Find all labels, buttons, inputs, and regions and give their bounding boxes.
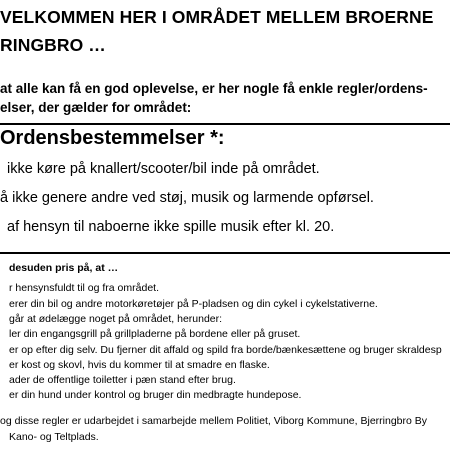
rules-heading: Ordensbestemmelser *: (0, 127, 225, 149)
tip-item: er op efter dig selv. Du fjerner dit affald og spild fra borde/bænkesættene og bruger skraldesp (9, 344, 442, 356)
tip-item: er din hund under kontrol og bruger din medbragte hundepose. (9, 389, 302, 401)
title-line-2: RINGBRO … (0, 35, 106, 55)
tip-item: ler din engangsgrill på grillpladerne på bordene eller på gruset. (9, 328, 301, 340)
intro-line-1: at alle kan få en god oplevelse, er her nogle få enkle regler/ordens- (0, 81, 428, 96)
tip-item: erer din bil og andre motorkøretøjer på P-pladsen og din cykel i cykelstativerne. (9, 298, 378, 310)
rule-item: ikke køre på knallert/scooter/bil inde på området. (7, 161, 320, 177)
tip-item: r hensynsfuldt til og fra området. (9, 282, 159, 294)
tip-item: ader de offentlige toiletter i pæn stand efter brug. (9, 374, 236, 386)
tip-item: er kost og skovl, hvis du kommer til at smadre en flaske. (9, 359, 270, 371)
intro-line-2: elser, der gælder for området: (0, 100, 192, 115)
footer-line-2: Kano- og Teltplads. (9, 431, 99, 443)
tips-heading: desuden pris på, at … (9, 262, 119, 274)
divider-top (0, 123, 450, 125)
rule-item: å ikke genere andre ved støj, musik og larmende opførsel. (0, 190, 374, 206)
tip-item: går at ødelægge noget på området, herunder: (9, 313, 223, 325)
divider-bottom (0, 252, 450, 254)
title-line-1: VELKOMMEN HER I OMRÅDET MELLEM BROERNE (0, 7, 434, 27)
rule-item: af hensyn til naboerne ikke spille musik efter kl. 20. (7, 219, 335, 235)
footer-line-1: og disse regler er udarbejdet i samarbejde mellem Politiet, Viborg Kommune, Bjerringbro By (0, 415, 428, 427)
